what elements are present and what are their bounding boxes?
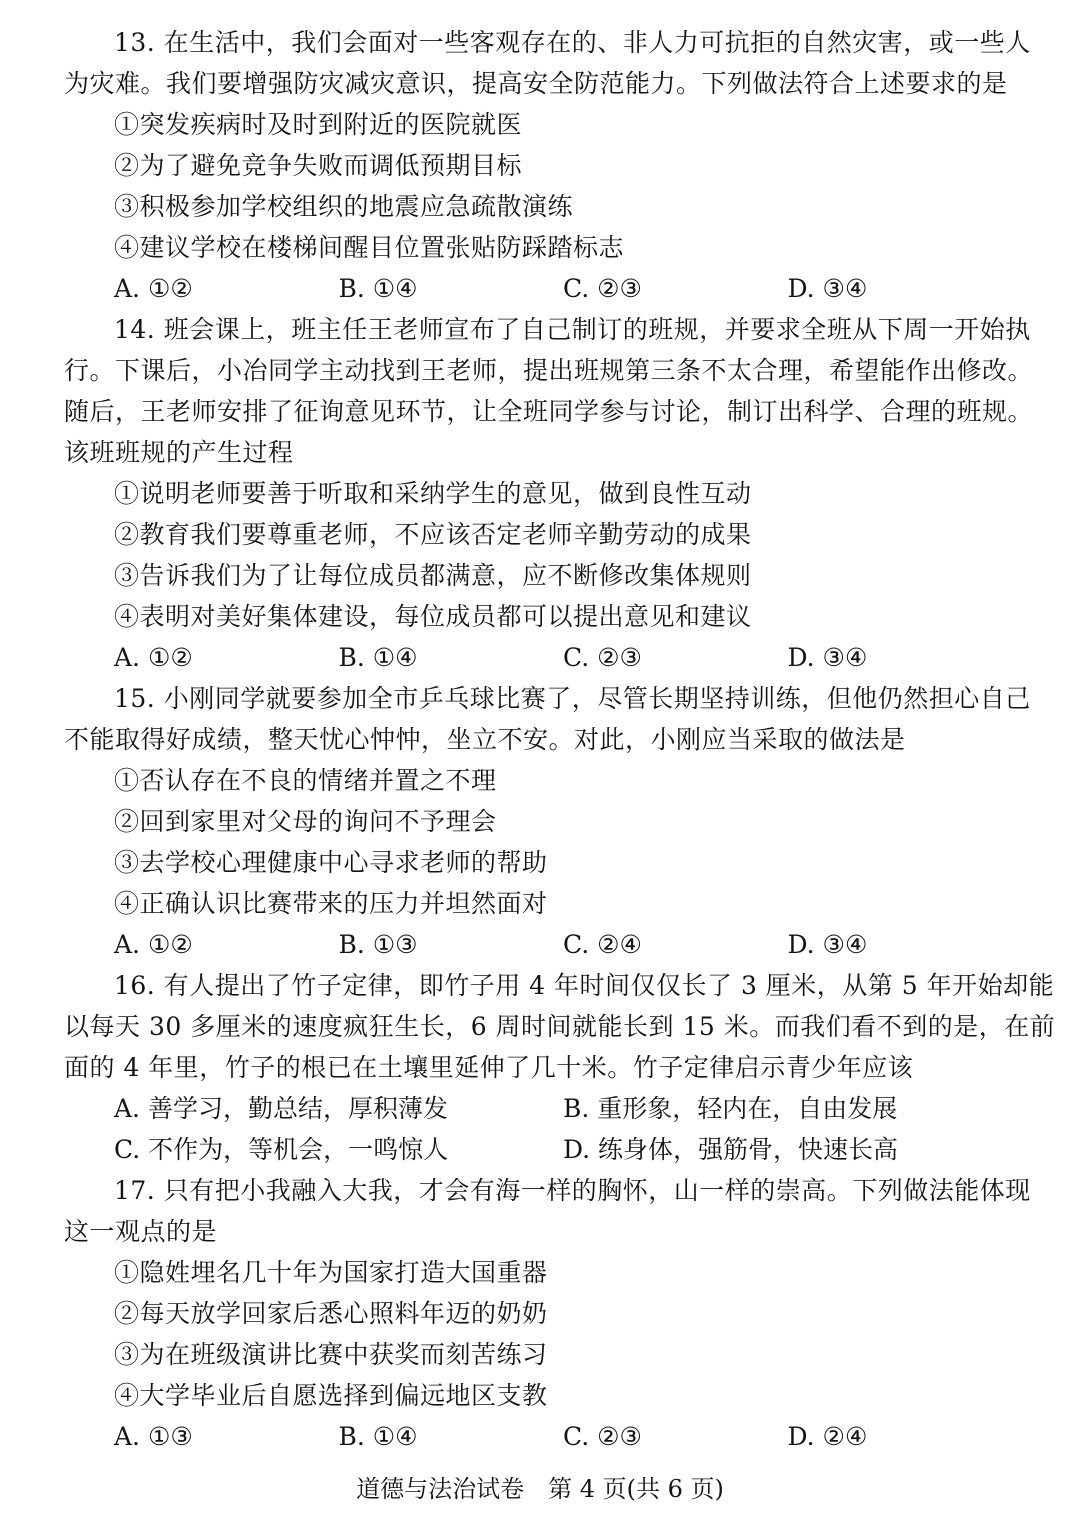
statement-list: [64, 473, 1012, 637]
statement: ④大学毕业后自愿选择到偏远地区支教: [114, 1381, 548, 1410]
statement: ①否认存在不良的情绪并置之不理: [114, 766, 497, 795]
option-c: C. ②③: [563, 1422, 642, 1451]
option-c: C. ②③: [563, 274, 642, 303]
statement-list: [64, 1252, 1012, 1416]
option-row: [114, 1129, 1012, 1170]
statement: ③积极参加学校组织的地震应急疏散演练: [114, 192, 574, 221]
statement: ②为了避免竞争失败而调低预期目标: [114, 151, 523, 180]
option-d: D. 练身体，强筋骨，快速长高: [563, 1135, 899, 1164]
stem-line: 该班班规的产生过程: [64, 438, 294, 467]
option-a: A. ①②: [114, 643, 193, 672]
option-c: C. ②④: [563, 930, 642, 959]
option-b: B. ①④: [338, 643, 418, 672]
option-d: D. ③④: [787, 930, 868, 959]
question-17: [64, 1170, 1031, 1457]
question-stem: [64, 1170, 1031, 1252]
statement: ④正确认识比赛带来的压力并坦然面对: [114, 889, 548, 918]
statement: ④建议学校在楼梯间醒目位置张贴防踩踏标志: [114, 233, 625, 262]
stem-line: 13. 在生活中，我们会面对一些客观存在的、非人力可抗拒的自然灾害，或一些人: [114, 28, 1031, 57]
statement: ②回到家里对父母的询问不予理会: [114, 807, 497, 836]
question-15: [64, 678, 1031, 965]
answer-options: [64, 1416, 1012, 1457]
option-d: D. ③④: [787, 274, 868, 303]
stem-line: 16. 有人提出了竹子定律，即竹子用 4 年时间仅仅长了 3 厘米，从第 5 年开始却能: [114, 971, 1055, 1000]
question-stem: [64, 22, 1031, 104]
stem-line: 以每天 30 多厘米的速度疯狂生长，6 周时间就能长到 15 米。而我们看不到的是，在前: [64, 1012, 1056, 1041]
statement: ①隐姓埋名几十年为国家打造大国重器: [114, 1258, 548, 1287]
statement: ②教育我们要尊重老师，不应该否定老师辛勤劳动的成果: [114, 520, 752, 549]
option-b: B. ①④: [338, 1422, 418, 1451]
stem-line: 行。下课后，小冶同学主动找到王老师，提出班规第三条不太合理，希望能作出修改。: [64, 356, 1034, 385]
question-stem: [64, 678, 1031, 760]
answer-options: [64, 637, 1012, 678]
stem-line: 为灾难。我们要增强防灾减灾意识，提高安全防范能力。下列做法符合上述要求的是: [64, 69, 1008, 98]
statement: ③去学校心理健康中心寻求老师的帮助: [114, 848, 548, 877]
answer-options: [64, 924, 1012, 965]
page-footer: 道德与法治试卷 第 4 页(共 6 页): [356, 1475, 724, 1503]
statement: ④表明对美好集体建设，每位成员都可以提出意见和建议: [114, 602, 752, 631]
stem-line: 这一观点的是: [64, 1217, 218, 1246]
option-c: C. ②③: [563, 643, 642, 672]
question-14: [64, 309, 1034, 678]
option-d: D. ②④: [787, 1422, 868, 1451]
option-a: A. 善学习，勤总结，厚积薄发: [114, 1094, 448, 1123]
option-a: A. ①②: [114, 274, 193, 303]
statement: ③告诉我们为了让每位成员都满意，应不断修改集体规则: [114, 561, 752, 590]
option-row: [114, 1088, 1012, 1129]
option-a: A. ①③: [114, 1422, 193, 1451]
answer-options: [64, 1088, 1012, 1170]
statement: ①突发疾病时及时到附近的医院就医: [114, 110, 523, 139]
statement-list: [64, 760, 1012, 924]
option-a: A. ①②: [114, 930, 193, 959]
stem-line: 面的 4 年里，竹子的根已在土壤里延伸了几十米。竹子定律启示青少年应该: [64, 1053, 914, 1082]
stem-line: 15. 小刚同学就要参加全市乒乓球比赛了，尽管长期坚持训练，但他仍然担心自己: [114, 684, 1031, 713]
statement-list: [64, 104, 1012, 268]
option-c: C. 不作为，等机会，一鸣惊人: [114, 1135, 449, 1164]
statement: ②每天放学回家后悉心照料年迈的奶奶: [114, 1299, 548, 1328]
stem-line: 14. 班会课上，班主任王老师宣布了自己制订的班规，并要求全班从下周一开始执: [114, 315, 1031, 344]
statement: ①说明老师要善于听取和采纳学生的意见，做到良性互动: [114, 479, 752, 508]
option-b: B. ①③: [338, 930, 418, 959]
statement: ③为在班级演讲比赛中获奖而刻苦练习: [114, 1340, 548, 1369]
option-b: B. ①④: [338, 274, 418, 303]
question-stem: [64, 965, 1056, 1088]
stem-line: 不能取得好成绩，整天忧心忡忡，坐立不安。对此，小刚应当采取的做法是: [64, 725, 906, 754]
question-16: [64, 965, 1056, 1170]
stem-line: 17. 只有把小我融入大我，才会有海一样的胸怀，山一样的崇高。下列做法能体现: [114, 1176, 1031, 1205]
question-stem: [64, 309, 1034, 473]
stem-line: 随后，王老师安排了征询意见环节，让全班同学参与讨论，制订出科学、合理的班规。: [64, 397, 1034, 426]
answer-options: [64, 268, 1012, 309]
option-d: D. ③④: [787, 643, 868, 672]
option-b: B. 重形象，轻内在，自由发展: [563, 1094, 898, 1123]
question-13: [64, 22, 1031, 309]
